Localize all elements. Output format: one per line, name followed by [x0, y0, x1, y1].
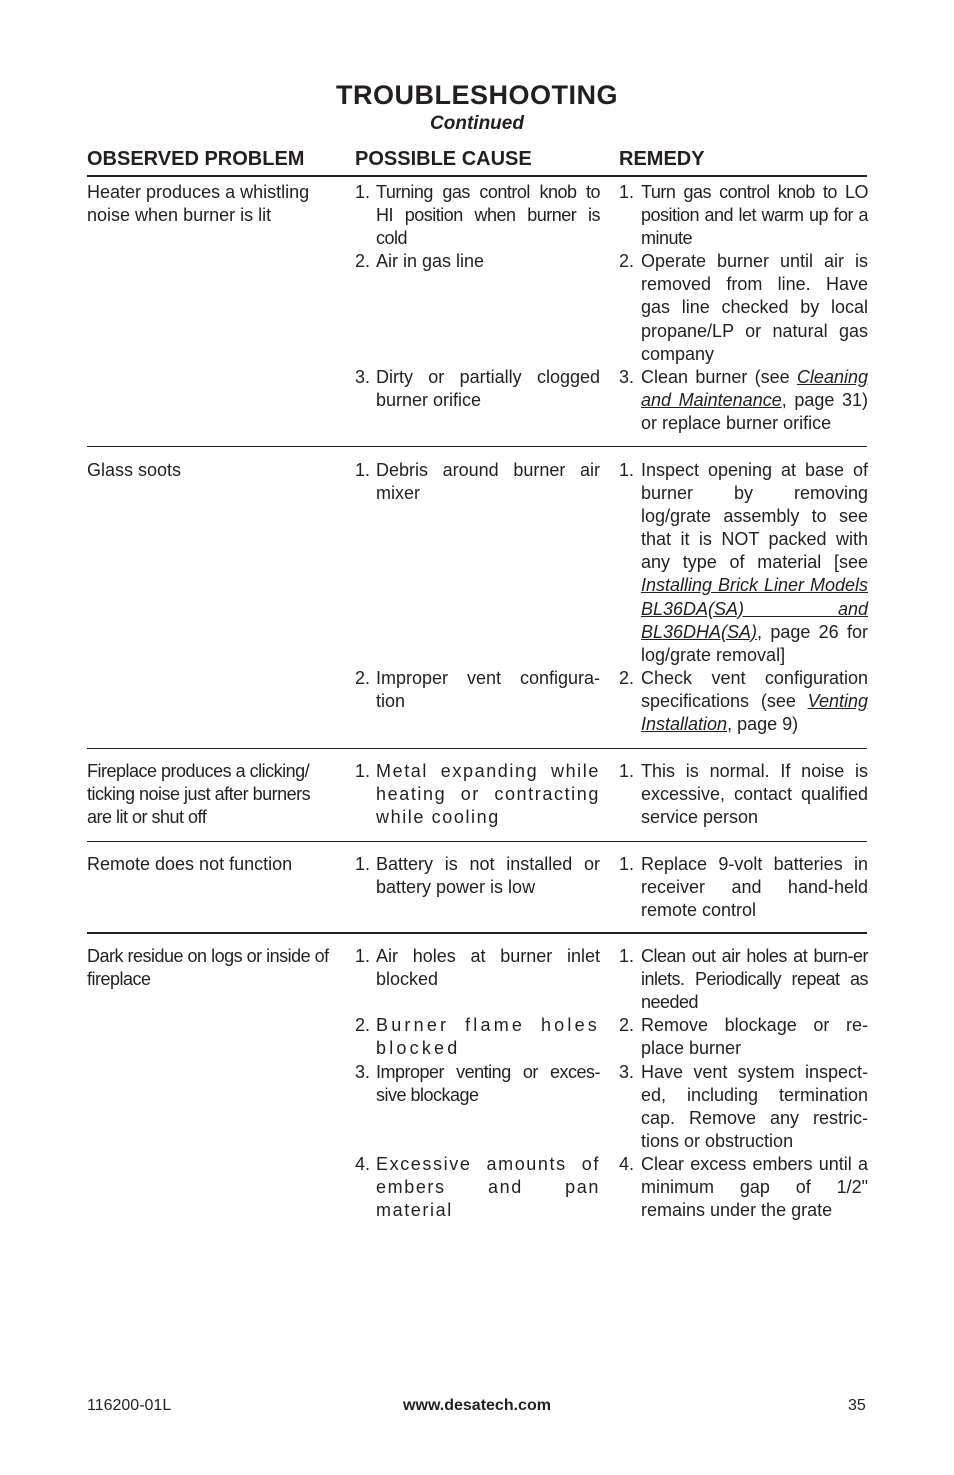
item-number: 4.	[355, 1154, 371, 1174]
item-number: 3.	[619, 1061, 635, 1082]
row-divider	[87, 748, 867, 749]
item-number: 2.	[355, 251, 371, 272]
item-number: 1.	[355, 946, 371, 966]
item-text: Clean out air holes at burn-er inlets. Periodically repeat as needed	[641, 946, 868, 1013]
item-number: 1.	[619, 182, 635, 202]
item-text: Debris around burner air mixer	[376, 460, 600, 504]
section-link[interactable]: Installing Brick Liner Models BL36DA(SA) and BL36DHA(SA)	[641, 575, 868, 642]
item-text: Metal expanding while heating or contracting while cooling	[376, 761, 600, 828]
item-text: Excessive amounts of embers and pan material	[376, 1154, 600, 1221]
column-header-remedy: REMEDY	[619, 148, 705, 170]
item-number: 2.	[355, 1015, 371, 1036]
item-text: Air in gas line	[376, 251, 485, 272]
item-number: 1.	[619, 946, 635, 966]
page-title: TROUBLESHOOTING	[336, 80, 618, 110]
item-text: Turn gas control knob to LO position and let warm up for a minute	[641, 182, 868, 249]
page-subtitle: Continued	[430, 113, 524, 134]
item-text	[641, 459, 868, 667]
website-link[interactable]: www.desatech.com	[403, 1397, 551, 1414]
row-divider	[87, 841, 867, 842]
item-text	[641, 366, 868, 435]
document-number: 116200-01L	[87, 1397, 172, 1414]
item-text: Battery is not installed or battery power is low	[376, 854, 600, 898]
item-text: Clear excess embers until a minimum gap of 1/2" remains under the grate	[641, 1154, 868, 1221]
item-number: 1.	[355, 460, 371, 480]
section-link[interactable]: Venting Installation	[641, 691, 868, 735]
item-text: Operate burner until air is removed from line. Have gas line checked by local propane/LP or natural gas company	[641, 251, 868, 364]
item-number: 3.	[355, 367, 371, 387]
item-text: Turning gas control knob to HI position when burner is cold	[376, 182, 600, 249]
item-text: This is normal. If noise is excessive, contact qualified service person	[641, 761, 868, 828]
item-number: 1.	[619, 854, 635, 874]
item-number: 2.	[619, 251, 635, 272]
item-number: 3.	[355, 1061, 371, 1082]
problem-text: Remote does not function	[87, 854, 293, 874]
column-header-cause: POSSIBLE CAUSE	[355, 148, 532, 170]
item-number: 4.	[619, 1154, 635, 1174]
problem-text: Fireplace produces a clicking/ ticking noise just after burners are lit or shut off	[87, 761, 311, 828]
item-text: Air holes at burner inlet blocked	[376, 946, 600, 990]
problem-text: Glass soots	[87, 460, 182, 480]
item-text: Improper vent configura-tion	[376, 668, 600, 712]
item-text-pre: Clean burner (see	[641, 367, 797, 387]
item-number: 2.	[619, 1015, 635, 1036]
item-text-pre: Check vent configuration specifications (see	[641, 668, 868, 712]
problem-text: Dark residue on logs or inside of fireplace	[87, 946, 329, 990]
item-number: 2.	[619, 668, 635, 688]
problem-text: Heater produces a whistling noise when burner is lit	[87, 182, 310, 226]
item-text	[641, 667, 868, 736]
item-text: Improper venting or exces-sive blockage	[376, 1061, 600, 1105]
item-number: 1.	[355, 761, 371, 781]
page-number: 35	[848, 1397, 866, 1414]
item-number: 1.	[355, 854, 371, 874]
item-text: Dirty or partially clogged burner orifice	[376, 367, 600, 411]
row-divider	[87, 446, 867, 447]
header-rule	[87, 175, 867, 177]
item-text-post: , page 31) or replace burner orifice	[641, 390, 868, 434]
item-number: 3.	[619, 367, 635, 387]
item-number: 1.	[619, 761, 635, 781]
column-header-problem: OBSERVED PROBLEM	[87, 148, 305, 170]
item-number: 2.	[355, 668, 371, 688]
section-link[interactable]: Cleaning and Maintenance	[641, 367, 868, 411]
row-divider	[87, 932, 867, 934]
item-text-post: , page 9)	[727, 714, 799, 735]
item-text: Burner flame holes blocked	[376, 1015, 600, 1059]
item-text: Have vent system inspect-ed, including termination cap. Remove any restric-tions or obstruction	[641, 1061, 868, 1151]
item-number: 1.	[619, 460, 635, 480]
item-text-pre: Inspect opening at base of burner by removing log/grate assembly to see that it is NOT packed with any type of material [see	[641, 460, 868, 573]
item-text-post: , page 26 for log/grate removal]	[641, 621, 868, 665]
item-text: Remove blockage or re-place burner	[641, 1015, 868, 1059]
item-text: Replace 9-volt batteries in receiver and hand-held remote control	[641, 854, 868, 921]
item-number: 1.	[355, 182, 371, 202]
